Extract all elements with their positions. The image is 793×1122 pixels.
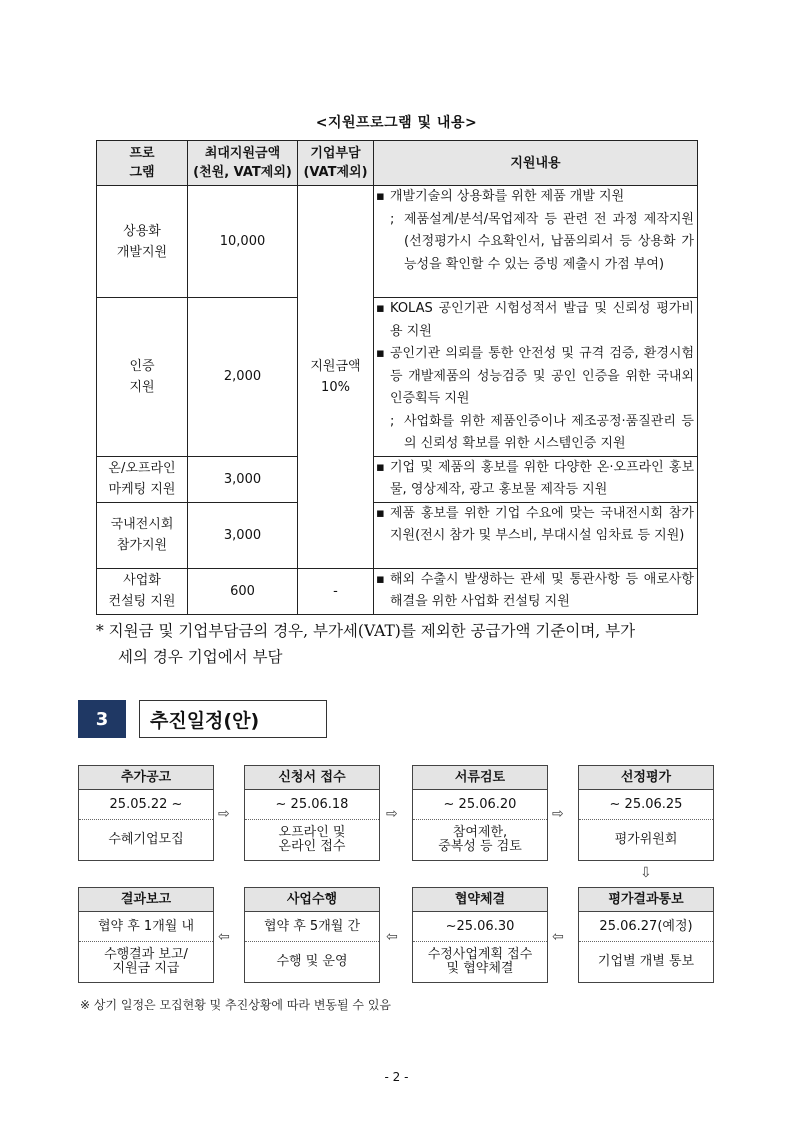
sub-bullet-icon: ; [390,211,395,227]
step-date: ~25.06.30 [413,912,547,942]
step-title: 추가공고 [79,766,213,790]
header-content: 지원내용 [374,141,698,186]
step-desc: 오프라인 및 온라인 접수 [278,825,346,854]
step-desc: 기업별 개별 통보 [597,954,695,969]
program-name: 상용화 개발지원 [97,186,188,298]
arrow-left-icon: ⇦ [218,929,230,945]
step-desc: 수행결과 보고/ 지원금 지급 [104,947,188,976]
step-date: ~ 25.06.18 [245,790,379,820]
step-date: ~ 25.06.20 [413,790,547,820]
step-date: 25.05.22 ~ [79,790,213,820]
step-desc: 수혜기업모집 [108,832,184,847]
table-row [97,502,698,568]
table-caption: <지원프로그램 및 내용> [315,115,478,131]
schedule-step [78,887,214,983]
arrow-left-icon: ⇦ [386,929,398,945]
support-program-table [96,140,698,615]
schedule-step [578,765,714,861]
step-date: ~ 25.06.25 [579,790,713,820]
step-date: 25.06.27(예정) [579,912,713,942]
burden: - [298,568,374,614]
step-title: 선정평가 [579,766,713,790]
support-content [374,568,698,614]
arrow-right-icon: ⇨ [552,806,564,822]
arrow-down-icon: ⇩ [640,865,652,881]
max-amount: 10,000 [188,186,298,298]
step-desc: 수행 및 운영 [276,954,348,969]
table-row [97,568,698,614]
page-number: - 2 - [384,1070,409,1084]
arrow-left-icon: ⇦ [552,929,564,945]
table-row [97,186,698,298]
schedule-footnote: ※ 상기 일정은 모집현황 및 추진상황에 따라 변동될 수 있음 [80,998,392,1012]
step-title: 사업수행 [245,888,379,912]
support-content [374,186,698,298]
max-amount: 600 [188,568,298,614]
step-date: 협약 후 1개월 내 [79,912,213,942]
list-item: ▪ 제품 홍보를 위한 기업 수요에 맞는 국내전시회 참가지원(전시 참가 및 부스비, 부대시설 임차료 등 지원) [376,503,694,548]
step-date: 협약 후 5개월 간 [245,912,379,942]
step-title: 결과보고 [79,888,213,912]
header-burden: 기업부담 (VAT제외) [298,141,374,186]
step-title: 협약체결 [413,888,547,912]
bullet-icon: ▪ [376,571,385,587]
header-program: 프로 그램 [97,141,188,186]
list-item: ▪ 개발기술의 상용화를 위한 제품 개발 지원 [376,186,694,209]
program-name: 인증 지원 [97,298,188,457]
list-item: ▪ KOLAS 공인기관 시험성적서 발급 및 신뢰성 평가비용 지원 [376,298,694,343]
arrow-right-icon: ⇨ [218,806,230,822]
schedule-step [244,765,380,861]
step-title: 서류검토 [413,766,547,790]
step-title: 평가결과통보 [579,888,713,912]
table-row [97,298,698,457]
schedule-step [412,765,548,861]
support-content [374,298,698,457]
list-item: ▪ 해외 수출시 발생하는 관세 및 통관사항 등 애로사항 해결을 위한 사업화 컨설팅 지원 [376,569,694,614]
table-row [97,456,698,502]
program-name: 온/오프라인 마케팅 지원 [97,456,188,502]
max-amount: 2,000 [188,298,298,457]
step-desc: 평가위원회 [614,832,678,847]
bullet-icon: ▪ [376,505,385,521]
support-content [374,456,698,502]
sub-bullet-icon: ; [390,413,395,429]
bullet-icon: ▪ [376,189,385,204]
section-title: 추진일정(안) [139,700,327,738]
program-name: 사업화 컨설팅 지원 [97,568,188,614]
max-amount: 3,000 [188,456,298,502]
list-item: ▪ 기업 및 제품의 홍보를 위한 다양한 온·오프라인 홍보물, 영상제작, 광고 홍보물 제작등 지원 [376,457,694,502]
list-item: ; 사업화를 위한 제품인증이나 제조공정·품질관리 등의 신뢰성 확보를 위한 시스템인증 지원 [376,411,694,456]
vat-note: * 지원금 및 기업부담금의 경우, 부가세(VAT)를 제외한 공급가액 기준이며, 부가 세의 경우 기업에서 부담 [96,622,636,666]
step-desc: 수정사업계획 접수 및 협약체결 [427,947,533,976]
bullet-icon: ▪ [376,301,385,316]
step-title: 신청서 접수 [245,766,379,790]
bullet-icon: ▪ [376,459,385,475]
list-item: ▪ 공인기관 의뢰를 통한 안전성 및 규격 검증, 환경시험 등 개발제품의 성능검증 및 공인 인증을 위한 국내외 인증획득 지원 [376,343,694,411]
list-item: ; 제품설계/분석/목업제작 등 관련 전 과정 제작지원(선정평가시 수요확인서, 납품의뢰서 등 상용화 가능성을 확인할 수 있는 증빙 제출시 가점 부여) [376,209,694,277]
program-name: 국내전시회 참가지원 [97,502,188,568]
step-desc: 참여제한, 중복성 등 검토 [438,825,522,854]
schedule-step [578,887,714,983]
schedule-step [78,765,214,861]
header-max-amount: 최대지원금액 (천원, VAT제외) [188,141,298,186]
max-amount: 3,000 [188,502,298,568]
schedule-step [244,887,380,983]
burden-merged: 지원금액 10% [298,186,374,569]
bullet-icon: ▪ [376,346,385,361]
support-content [374,502,698,568]
schedule-step [412,887,548,983]
arrow-right-icon: ⇨ [386,806,398,822]
section-number-badge: 3 [78,700,126,738]
